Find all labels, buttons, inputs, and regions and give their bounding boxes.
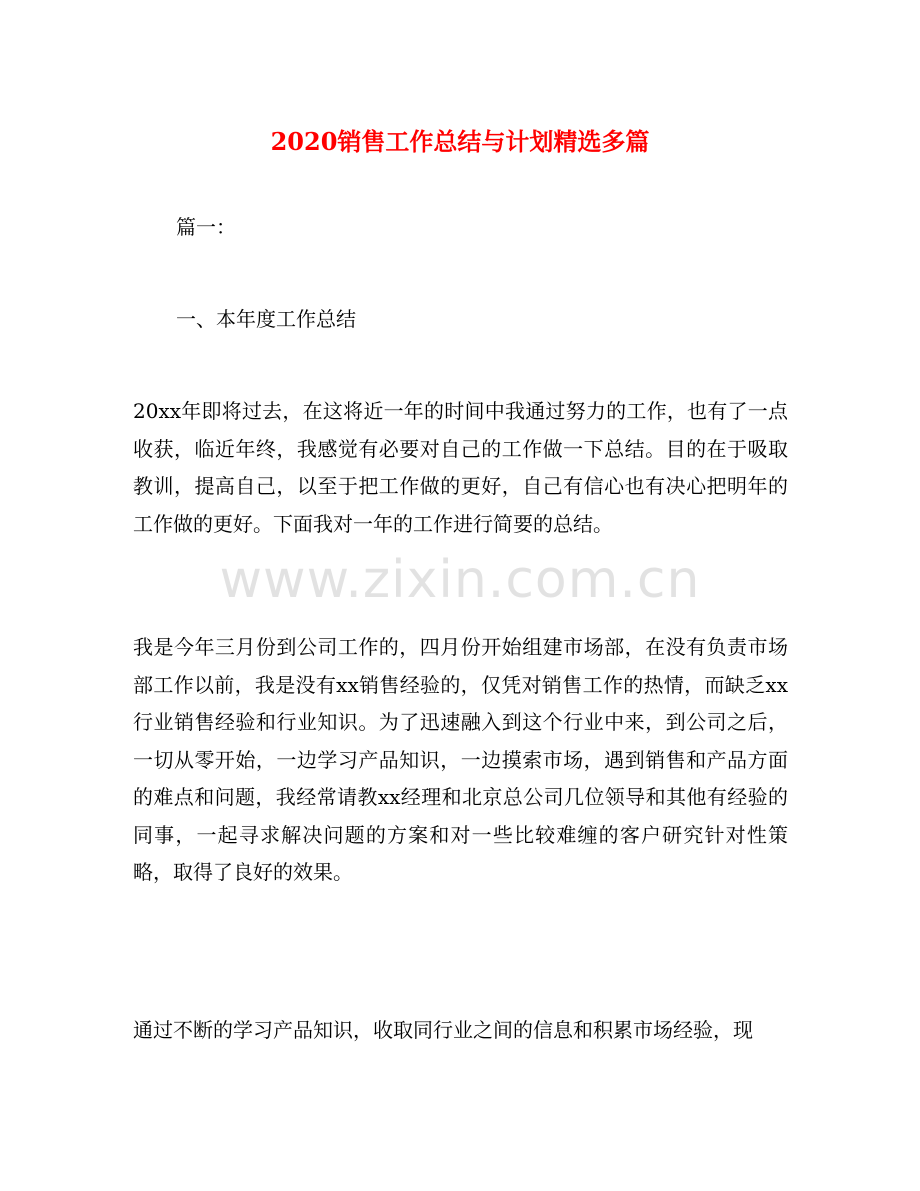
paragraph-1: 20xx年即将过去，在这将近一年的时间中我通过努力的工作，也有了一点收获，临近年终，我感觉有必要对自己的工作做一下总结。目的在于吸取教训，提高自己，以至于把工作做的更好，自己有信心也有决心把明年的工作做的更好。下面我对一年的工作进行简要的总结。 <box>133 399 788 536</box>
watermark: www.zixin.com.cn <box>219 550 701 610</box>
paragraph-2: 我是今年三月份到公司工作的，四月份开始组建市场部，在没有负责市场部工作以前，我是没有xx销售经验的，仅凭对销售工作的热情，而缺乏xx行业销售经验和行业知识。为了迅速融入到这个行业中来，到公司之后，一切从零开始，一边学习产品知识，一边摸索市场，遇到销售和产品方面的难点和问题，我经常请教xx经理和北京总公司几位领导和其他有经验的同事，一起寻求解决问题的方案和对一些比较难缠的客户研究针对性策略，取得了良好的效果。 <box>133 635 788 884</box>
paragraph-3: 通过不断的学习产品知识，收取同行业之间的信息和积累市场经验，现 <box>133 1018 753 1042</box>
section-label: 篇一： <box>176 215 236 239</box>
document-title: 2020销售工作总结与计划精选多篇 <box>270 127 650 156</box>
subheading: 一、本年度工作总结 <box>176 307 356 331</box>
